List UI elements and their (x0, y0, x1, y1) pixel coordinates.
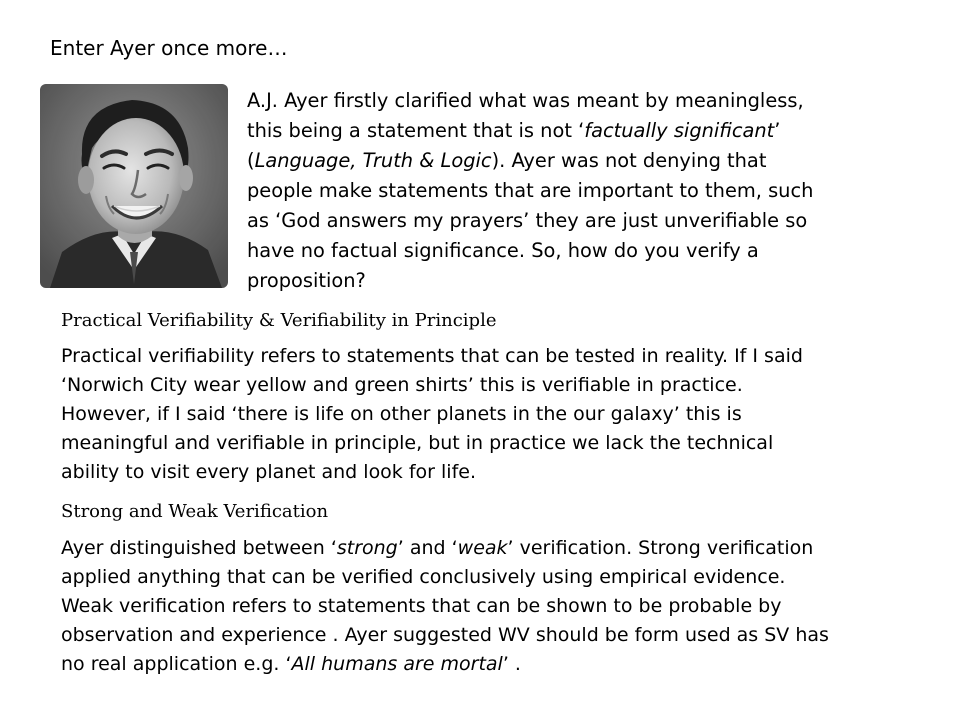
paragraph-line: Practical verifiability refers to statements that can be tested in reality. If I said (61, 345, 803, 367)
paragraph-line: no real application e.g. ‘All humans are mortal’ . (61, 653, 521, 675)
intro-book-title: Language, Truth & Logic (254, 149, 492, 172)
strong-weak-verification-paragraph (61, 534, 941, 679)
intro-line: (Language, Truth & Logic). Ayer was not denying that (247, 149, 767, 172)
intro-line: A.J. Ayer firstly clarified what was meant by meaningless, (247, 89, 804, 112)
intro-emphasis: factually significant (584, 119, 775, 142)
paragraph-line: meaningful and verifiable in principle, but in practice we lack the technical (61, 432, 774, 454)
emphasis-example: All humans are mortal (291, 653, 503, 675)
paragraph-line: observation and experience . Ayer suggested WV should be form used as SV has (61, 624, 829, 646)
paragraph-line: However, if I said ‘there is life on other planets in the our galaxy’ this is (61, 403, 742, 425)
intro-line: have no factual significance. So, how do you verify a (247, 239, 759, 262)
emphasis-strong: strong (336, 537, 398, 559)
paragraph-line: applied anything that can be verified conclusively using empirical evidence. (61, 566, 786, 588)
intro-line: as ‘God answers my prayers’ they are just unverifiable so (247, 209, 808, 232)
emphasis-weak: weak (457, 537, 508, 559)
slide-title: Enter Ayer once more… (50, 36, 288, 60)
intro-paragraph (247, 86, 887, 296)
photo-icon (40, 84, 228, 288)
section-heading-strong-weak-verification: Strong and Weak Verification (61, 501, 329, 522)
intro-line: this being a statement that is not ‘factually significant’ (247, 119, 781, 142)
paragraph-line: ‘Norwich City wear yellow and green shirts’ this is verifiable in practice. (61, 374, 743, 396)
paragraph-line: ability to visit every planet and look for life. (61, 461, 476, 483)
paragraph-line: Ayer distinguished between ‘strong’ and ‘weak’ verification. Strong verification (61, 537, 814, 559)
paragraph-line: Weak verification refers to statements that can be shown to be probable by (61, 595, 782, 617)
practical-verifiability-paragraph (61, 342, 941, 487)
intro-line: proposition? (247, 269, 366, 292)
section-heading-practical-verifiability: Practical Verifiability & Verifiability in Principle (61, 310, 497, 331)
intro-line: people make statements that are important to them, such (247, 179, 814, 202)
portrait-photo (40, 84, 228, 288)
